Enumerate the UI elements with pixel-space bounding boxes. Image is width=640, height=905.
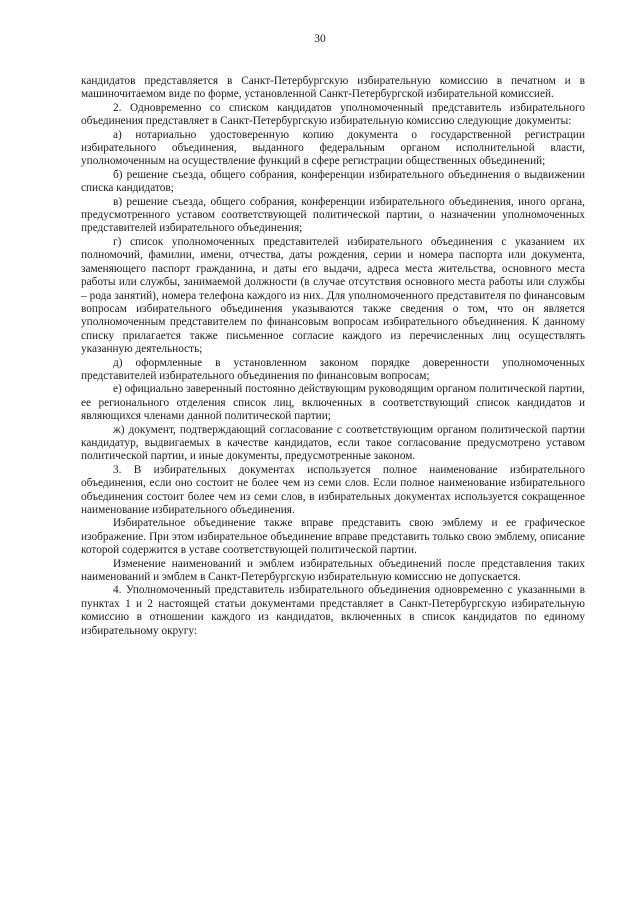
paragraph-subitem-e: е) официально заверенный постоянно действующим руководящим органом политической партии, ее регионального отделения список лиц, включенных в соответствующий список кандидатов и являющихся членами данной политической партии; (81, 383, 585, 423)
paragraph-subitem-a: а) нотариально удостоверенную копию документа о государственной регистрации избирательного объединения, выданного федеральным органом исполнительной власти, уполномоченным на осуществление функций в сфере регистрации общественных объединений; (81, 128, 585, 168)
paragraph-continuation: кандидатов представляется в Санкт-Петербургскую избирательную комиссию в печатном и в машиночитаемом виде по форме, установленной Санкт-Петербургской избирательной комиссией. (81, 75, 585, 101)
paragraph-subitem-zh: ж) документ, подтверждающий согласование с соответствующим органом политической партии кандидатур, выдвигаемых в качестве кандидатов, если такое согласование предусмотрено уставом политической партии, и иные документы, предусмотренные законом. (81, 423, 585, 463)
paragraph-subitem-g: г) список уполномоченных представителей избирательного объединения с указанием их полномочий, фамилии, имени, отчества, даты рождения, серии и номера паспорта или документа, заменяющего паспорт гражданина, и даты его выдачи, адреса места жительства, основного места работы или службы, занимаемой должности (в случае отсутствия основного места работы или службы – рода занятий), номера телефона каждого из них. Для уполномоченного представителя по финансовым вопросам избирательного объединения указываются также сведения о том, что он является уполномоченным представителем по финансовым вопросам избирательного объединения. К данному списку прилагается также письменное согласие каждого из перечисленных лиц осуществлять указанную деятельность; (81, 235, 585, 356)
paragraph-emblem: Избирательное объединение также вправе представить свою эмблему и ее графическое изображение. При этом избирательное объединение вправе представить только свою эмблему, описание которой содержится в уставе соответствующей политической партии. (81, 517, 585, 557)
paragraph-name-change: Изменение наименований и эмблем избирательных объединений после представления таких наименований и эмблем в Санкт-Петербургскую избирательную комиссию не допускается. (81, 557, 585, 584)
paragraph-item-2: 2. Одновременно со списком кандидатов уполномоченный представитель избирательного объединения представляет в Санкт-Петербургскую избирательную комиссию следующие документы: (81, 101, 585, 128)
paragraph-subitem-d: д) оформленные в установленном законом порядке доверенности уполномоченных представителей избирательного объединения по финансовым вопросам; (81, 356, 585, 382)
paragraph-subitem-b: б) решение съезда, общего собрания, конференции избирательного объединения о выдвижении списка кандидатов; (81, 168, 585, 195)
document-body (81, 75, 585, 638)
paragraph-item-4: 4. Уполномоченный представитель избирательного объединения одновременно с указанными в пунктах 1 и 2 настоящей статьи документами представляет в Санкт-Петербургскую избирательную комиссию в отношении каждого из кандидатов, включенных в список кандидатов по единому избирательному округу: (81, 584, 585, 637)
paragraph-subitem-v: в) решение съезда, общего собрания, конференции избирательного объединения, иного органа, предусмотренного уставом соответствующей политической партии, о назначении уполномоченных представителей избирательного объединения; (81, 195, 585, 235)
paragraph-item-3: 3. В избирательных документах используется полное наименование избирательного объединения, если оно состоит не более чем из семи слов. Если полное наименование избирательного объединения состоит более чем из семи слов, в избирательных документах используется сокращенное наименование избирательного объединения. (81, 463, 585, 516)
page-number: 30 (314, 33, 326, 45)
